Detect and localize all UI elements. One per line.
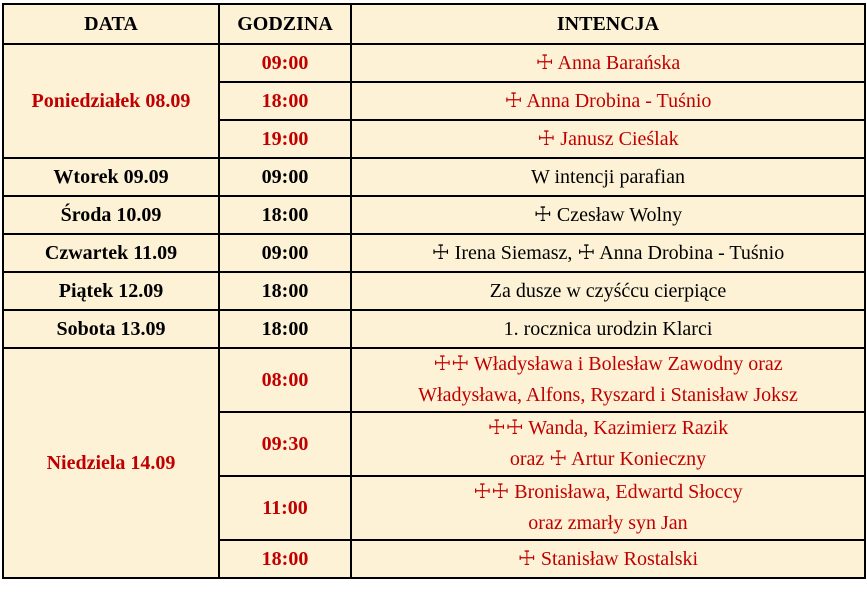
time-cell: 09:00 xyxy=(219,44,351,82)
intention-line: 1. rocznica urodzin Klarci xyxy=(503,317,713,340)
schedule-row xyxy=(3,44,865,82)
time-cell: 09:30 xyxy=(219,412,351,476)
schedule-row xyxy=(3,234,865,272)
intention-cell xyxy=(351,476,865,540)
intention-line: oraz zmarły syn Jan xyxy=(528,512,688,534)
intention-cell xyxy=(351,120,865,158)
intention-cell xyxy=(351,82,865,120)
time-cell: 18:00 xyxy=(219,540,351,578)
intention-line: W intencji parafian xyxy=(530,165,685,188)
day-cell: Środa 10.09 xyxy=(3,196,219,234)
intention-line: ☩ Janusz Cieślak xyxy=(537,127,679,150)
time-cell: 19:00 xyxy=(219,120,351,158)
time-cell: 09:00 xyxy=(219,234,351,272)
intention-line: ☩☩ Władysława i Bolesław Zawodny oraz xyxy=(433,353,783,375)
intention-cell xyxy=(351,348,865,412)
intention-cell xyxy=(351,234,865,272)
intention-cell xyxy=(351,272,865,310)
intention-line: ☩☩ Wanda, Kazimierz Razik xyxy=(487,417,729,439)
time-cell: 18:00 xyxy=(219,82,351,120)
intention-line: ☩ Irena Siemasz, ☩ Anna Drobina - Tuśnio xyxy=(431,241,785,264)
intention-cell xyxy=(351,310,865,348)
intention-line: Za dusze w czyśćcu cierpiące xyxy=(489,279,727,302)
intention-line: ☩ Anna Barańska xyxy=(535,51,681,74)
header-intention: INTENCJA xyxy=(351,4,865,44)
day-cell: Niedziela 14.09 xyxy=(3,348,219,578)
intention-cell xyxy=(351,412,865,476)
intention-line: ☩ Stanisław Rostalski xyxy=(517,547,699,570)
intention-line: Władysława, Alfons, Ryszard i Stanisław Joksz xyxy=(418,384,798,406)
intention-cell xyxy=(351,44,865,82)
schedule-row xyxy=(3,272,865,310)
time-cell: 11:00 xyxy=(219,476,351,540)
header-row xyxy=(3,4,865,44)
intention-cell xyxy=(351,196,865,234)
time-cell: 18:00 xyxy=(219,196,351,234)
schedule-row xyxy=(3,196,865,234)
schedule-row xyxy=(3,348,865,412)
day-cell: Piątek 12.09 xyxy=(3,272,219,310)
time-cell: 18:00 xyxy=(219,310,351,348)
mass-schedule-table xyxy=(2,3,866,579)
intention-line: ☩ Anna Drobina - Tuśnio xyxy=(504,89,712,112)
intention-cell xyxy=(351,158,865,196)
intention-line: oraz ☩ Artur Konieczny xyxy=(509,448,707,470)
day-cell: Wtorek 09.09 xyxy=(3,158,219,196)
intention-line: ☩☩ Bronisława, Edwartd Słoccy xyxy=(473,481,743,503)
schedule-body xyxy=(3,44,865,578)
schedule-row xyxy=(3,310,865,348)
header-time: GODZINA xyxy=(219,4,351,44)
day-cell: Sobota 13.09 xyxy=(3,310,219,348)
schedule-row xyxy=(3,158,865,196)
day-cell: Czwartek 11.09 xyxy=(3,234,219,272)
header-date: DATA xyxy=(3,4,219,44)
day-cell: Poniedziałek 08.09 xyxy=(3,44,219,158)
time-cell: 08:00 xyxy=(219,348,351,412)
time-cell: 09:00 xyxy=(219,158,351,196)
time-cell: 18:00 xyxy=(219,272,351,310)
intention-line: ☩ Czesław Wolny xyxy=(533,203,683,226)
intention-cell xyxy=(351,540,865,578)
